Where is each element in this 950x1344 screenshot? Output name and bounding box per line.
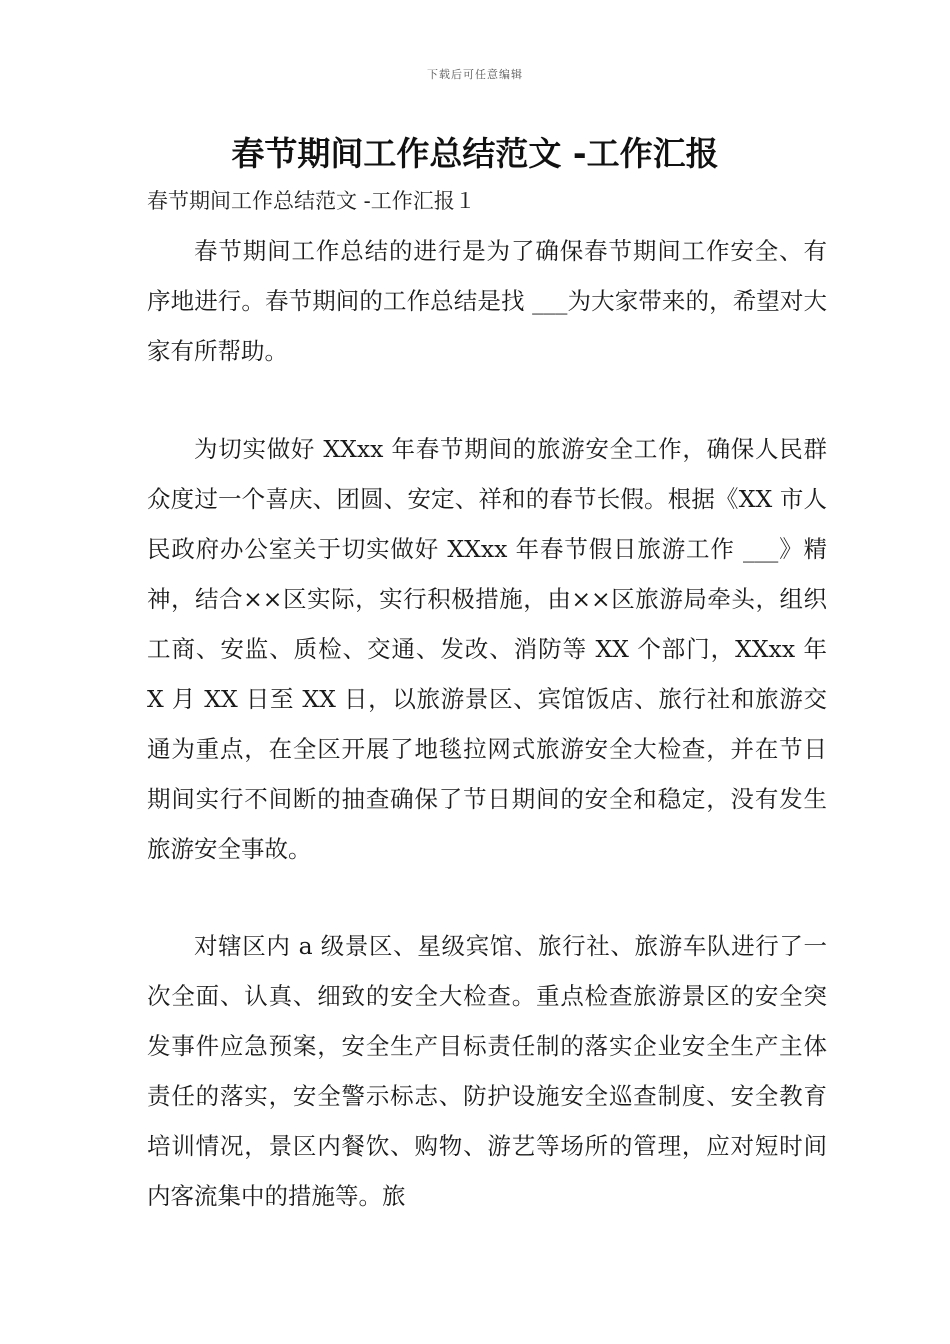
paragraph-text: 为切实做好 XXxx 年春节期间的旅游安全工作，确保人民群众度过一个喜庆、团圆、安定、祥和的春节长假。根据《XX 市人民政府办公室关于切实做好 XXxx 年春节假日旅游工作 ___》精神，结合××区实际，实行积极措施，由××区旅游局牵头，组织工商、安监、质检、交通、发改、消防等 XX 个部门，XXxx 年 X 月 XX 日至 XX 日，以旅游景区、宾馆饭店、旅行社和旅游交通为重点，在全区开展了地毯拉网式旅游安全大检查，并在节日期间实行不间断的抽查确保了节日期间的安全和稳定，没有发生旅游安全事故。 bbox=[147, 435, 827, 863]
document-title: 春节期间工作总结范文 -工作汇报 bbox=[231, 134, 719, 173]
paragraph-text: 春节期间工作总结的进行是为了确保春节期间工作安全、有序地进行。春节期间的工作总结是找 ___为大家带来的，希望对大家有所帮助。 bbox=[147, 237, 827, 365]
paragraph-inspection bbox=[147, 921, 827, 1221]
paragraph-text: 对辖区内 a 级景区、星级宾馆、旅行社、旅游车队进行了一次全面、认真、细致的安全大检查。重点检查旅游景区的安全突发事件应急预案，安全生产目标责任制的落实企业安全生产主体责任的落实，安全警示标志、防护设施安全巡查制度、安全教育培训情况，景区内餐饮、购物、游艺等场所的管理，应对短时间内客流集中的措施等。旅 bbox=[147, 932, 827, 1210]
header-note: 下载后可任意编辑 bbox=[427, 68, 523, 81]
document-subtitle: 春节期间工作总结范文 -工作汇报１ bbox=[147, 189, 476, 213]
paragraph-safety-work bbox=[147, 424, 827, 874]
paragraph-intro bbox=[147, 226, 827, 376]
